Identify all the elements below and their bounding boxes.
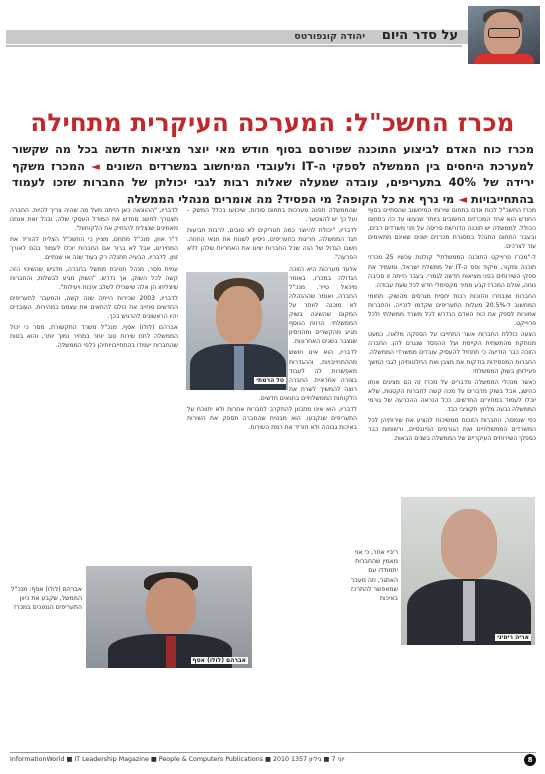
page-header [6, 6, 540, 64]
paragraph: לדבריו, "ההוצאה כאן הייתה מעל מה שהיה צריך להיות. החברה תצטרך לחשב מחדש את המודל העסקי שלה, ובכל זאת אנחנו מאמינים שנצליח להחזיק את הלקוחות". [10, 207, 178, 233]
paragraph: מכרז החשכ"ל לכוח אדם בתחום שירותי המיחשוב שהסתיים בסוף החודש הוא אחד המכרזים החשובים ביותר שנעשו עד כה בתחום הכולל. לממשלה יש תוכנה הדורשת פריסה על פני משרדים רבים, ובעבר התחום התנהל במסגרת מכרזים ישנים שאינם מתאימים עוד לצרכים. [368, 207, 536, 251]
photo-tie [166, 636, 176, 668]
paragraph: עמית מסר, מנהל חטיבת ממשל בחברה, מדגיש שהשינוי הזה קשה לכל השוק, אך נדרש. "השוק מגיע לבשלות, והחברות שיצליחו הן אלה שישכילו לשלב איכות ויעילות". [10, 265, 178, 291]
body-column-right [368, 206, 536, 445]
page-footer [10, 752, 536, 766]
side-text: אברהם (לולו) אסף: מנכ"ל הממשל, שקבע את כיוון התעריפים הנמוכים במכרז [11, 586, 82, 612]
lead-part-2: המכרז משקף ירידה של 40% בתעריפים, עובדה שמעלה שאלות רבות לגבי יכולתן של החברות שזכו לעמוד בהתחייבויות [12, 158, 534, 206]
portrait-photo-2 [401, 497, 535, 645]
photo-face [146, 578, 196, 636]
bullet-icon: ◄ [91, 158, 100, 173]
paragraph: אברהם (לולו) אסף, מנכ"ל משרד התקשורת, מסר כי יכול הממשלה לתת שירות טוב יותר במחיר נמוך יותר, והוא בטוח שהחברות יעמדו בהתחייבויותיהן כלפי הממשלה. [10, 324, 178, 350]
photo-caption: טל הרמתי [256, 377, 284, 384]
lead-part-1: מכרז כוח האדם לביצוע התוכנה שפורסם בסוף חודש מאי יוצר מציאות חדשה בכל מה שקשור למערכת היחסים בין הממשלה לספקי ה-IT ולעובדי המיחשוב במשרדים השונים [12, 142, 535, 173]
paragraph: לדבריו, 2003 שכירות הייתה שנה קשה, והמעבר לתעריפים החדשים מחייב את כולם להתאים את עצמם במהירות. העובדים יהיו הראשונים להרגיש בכך. [10, 294, 178, 321]
photo-caption: אברהם (לולו) אסף [192, 657, 246, 664]
photo-tie [234, 346, 244, 390]
author-photo-glasses [488, 28, 520, 38]
body-column-left [10, 206, 178, 352]
lead-part-3: מי נרף את כל הקופה? מי הפסיד? מה אומרים מנהלי הממשלה [126, 191, 455, 206]
bullet-icon: ◄ [458, 191, 468, 206]
photo-face [441, 509, 497, 579]
footer-publications: InformationWorld ■ IT Leadership Magazine ■ People & Computers Publications ■ 2010 יוני 7 ■ גיליון 1357 [10, 756, 345, 763]
paragraph: כאשר מנהלי הממשלה מדברים על מכרז זה הם מציגים אותו כהישג, אבל בשוק מדברים על מכה קשה לחברות הקטנות, שלא יוכלו לעמוד במחירים החדשים. ככל הנראה ההכרעה של גורמי הממשלה נבעה מלחץ תקציבי כבד. [368, 378, 536, 413]
side-text: ריביי אחר, כי אני מאמין שהחברות יתמודדו עם האתגר, וזה מעבר שמאפשר להתרכז באיכות [350, 549, 398, 603]
paragraph: לדבריו, הוא אינו מתכוון להתקרב לחברות אחרות ולא יתווכח על התעריפים שנקבעו. הוא מבטיח שהחברה תספק את השירות באיכות גבוהה ולא תוריד את רמת השירות. [187, 405, 357, 432]
header-bar [6, 30, 540, 44]
article-lead [12, 141, 534, 207]
article-title: מכרז החשכ"ל: המערכה העיקרית מתחילה [30, 108, 515, 137]
paragraph: שהממשלה תפנה מערכות בתחום סודות, שיכנעו בכלל המשק - ועל כך יש להצטער. [187, 207, 357, 224]
author-photo [468, 6, 540, 64]
photo-face [216, 286, 262, 344]
paragraph: הצעה כוללת החברות אשר התחייבו על הספקה מלאה, כמעט מנותקת מהתשתית הקיימת ועל ההפסד שנגרם להן. החברה הזוכה כבר הודיעה כי תתחיל להעסיק עובדים ממשרדי הממשלה. החברות המפסידות בודקות את מצבן ואת החלטותיהן לגבי המשך פעילותן בשוק הממשלתי. [368, 331, 536, 375]
author-name: יהודה קונפורטס [294, 31, 365, 42]
portrait-photo-3 [86, 566, 252, 668]
paragraph: ל-"מכרז פרוייקט התוכנה הממשלתי" קולטת עכשיו 25 מכרזי תוכנה ומקור, מיקוד ופס ה-IT של ממשלת ישראל, ומעמיד את ספקי השירותים בפני מציאות חדשה לגמרי. בעבר הייתה זו סביבה נוחה, אולם המכרז קבע מחיר מקסימלי חדש לכל שעת עבודה. [368, 254, 536, 289]
paragraph: ד"ר אוזן, מנכ"ל מתחם, מציין כי החשכ"ל הצליח להוריד את המחירים, אבל לא ברור אם החברות יוכלו לעמוד בהם לאורך זמן. לדבריו, הבעיה תתגלה רק בעוד שנה או שנתיים. [10, 236, 178, 262]
paragraph: אלעד מערכות היא הזוכה הגדולה במכרז, באומר מיכאל טייר, מנכ"ל החברה, ואומר שההנהלה לא מוכנה לוותר על המקום שהשיגה בשוק הממשלתי. הרווח הנוסף מגיע מהקשרים ומהניסיון שנצבר בשנים האחרונות. [289, 265, 357, 346]
paragraph: החברות שנבחרו והזוכות רבות יחסית מגרסים מהשוק. תחומי המחשוב ל-20.5% מעלות התעריפים שקדמו לזכייה, והחברות אמורות לספק את כוח האדם הנדרש לכל משרד ממשלתי ולכל פרוייקט. [368, 292, 537, 328]
paragraph: לדבריו, הוא אינו חושש מההתחייבויות, וההגדרות מאפשרות לה לעבוד בצורה אחראית. החברה רוצה להמשיך לשרת את הלקוחות הממשלתיים בתנאים חדשים. [258, 349, 357, 402]
section-title: על סדר היום [381, 28, 458, 43]
author-photo-shirt [474, 54, 534, 64]
page-number: 8 [524, 754, 536, 766]
paragraph: לדבריו, "יכולת להיוצר כמה חטריקים לא טובים, לרבות תביעות תגד הממשלה, חריגות בתעריפים, ניסיון לשנות את תנאי החוזה. חשבו הגדול של הנה שכל החברות יציגו את האחריות שלהן ללא הפרעה". [187, 227, 357, 262]
photo-caption: אריה רימיני [497, 634, 529, 641]
header-rule [6, 45, 462, 47]
portrait-photo-1 [186, 272, 288, 390]
footer-rule [10, 752, 536, 753]
paragraph: כפי שנמסר, החברות הזוכות ממשיכות להציע את שירותיהן לכל המשרדים הממשלתיים ואת הגורמים הפיננסיים, ורשומות כבר כספקי השירותים העיקריים של הממשלה בשנים הבאות. [368, 417, 536, 443]
photo-tie [463, 581, 475, 641]
